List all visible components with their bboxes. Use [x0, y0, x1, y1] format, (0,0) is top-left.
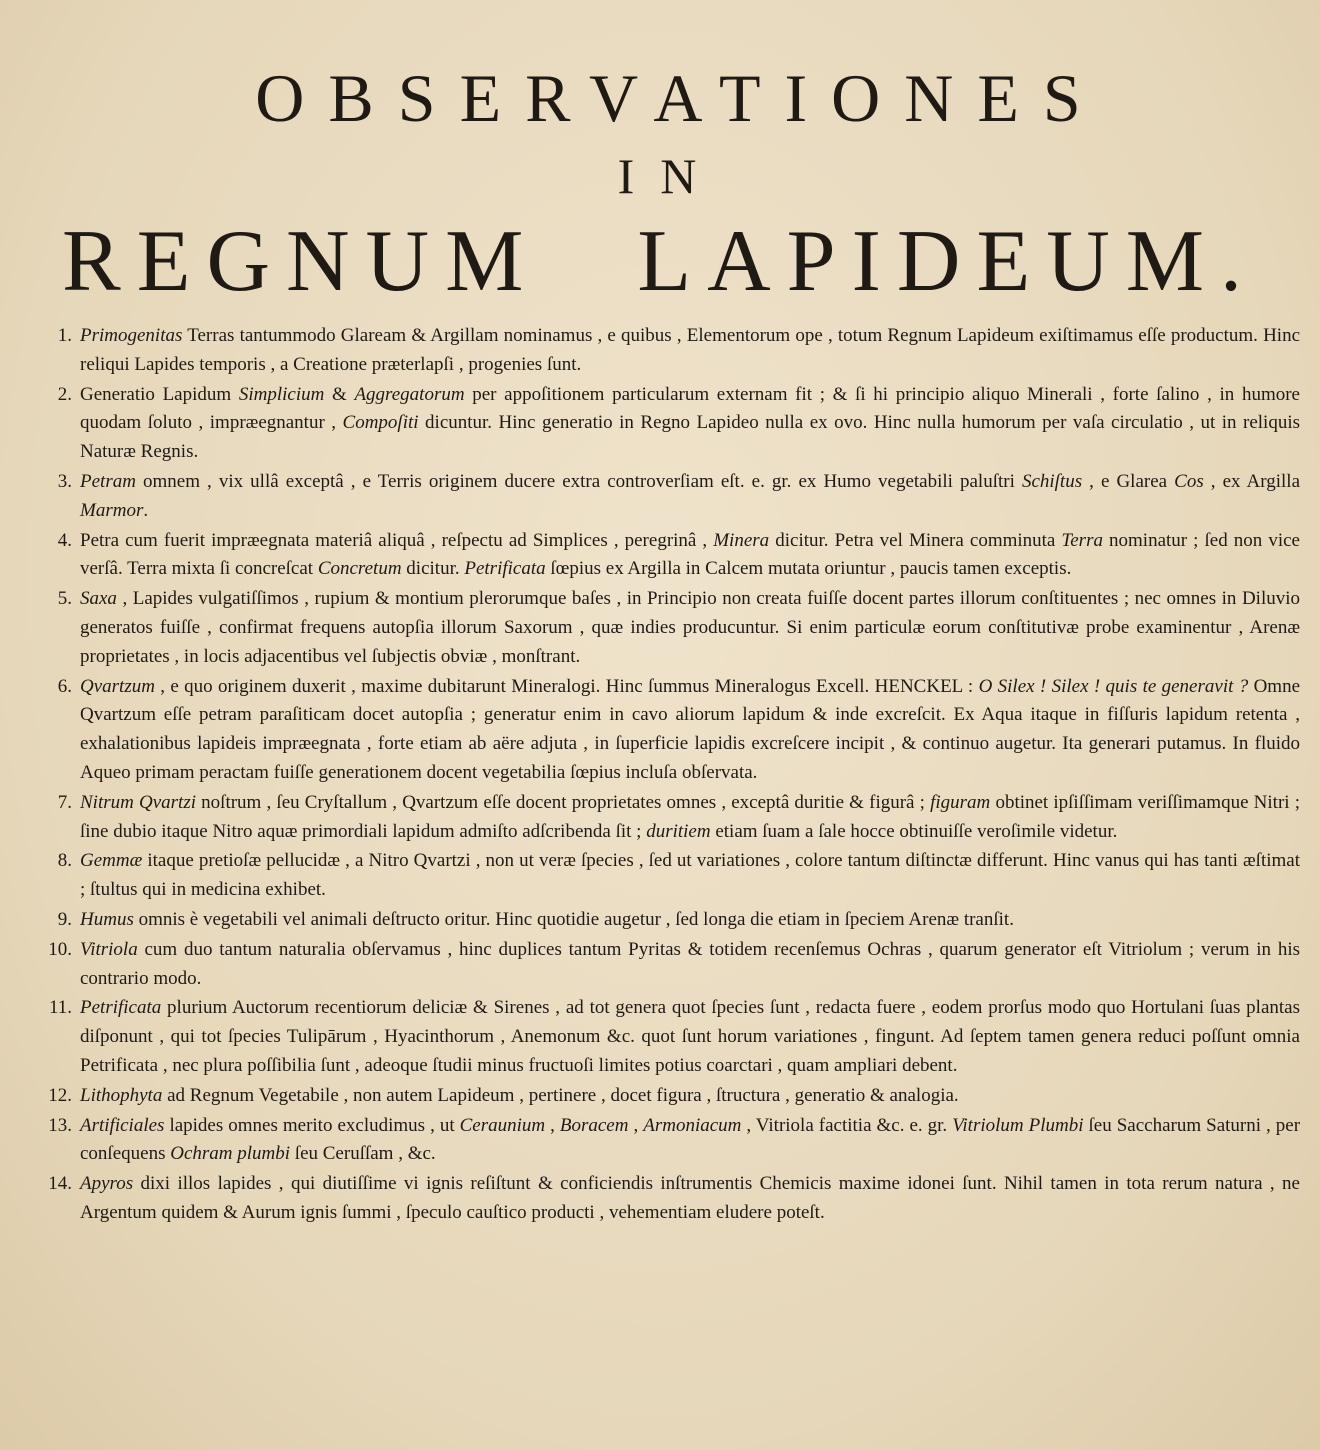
observation-list	[38, 322, 1300, 1229]
observation-text: Humus omnis è vegetabili vel animali deſtructo oritur. Hinc quotidie augetur , ſed longa die etiam in ſpeciem Arenæ tranſit.	[80, 908, 1014, 930]
observation-text: Qvartzum , e quo originem duxerit , maxime dubitarunt Mineralogi. Hinc ſummus Mineralogus Excell. HENCKEL : O Silex ! Silex ! quis te generavit ? Omne Qvartzum eſſe petram paraſiticam docet autopſia ; generatur enim in cavo aliorum lapidum & inde excreſcit. Ex Aqua itaque in fiſſuris lapidum retenta , exhalationibus lapideis impræegnata , forte etiam ab aëre adjuta , in ſuperficie lapidis excreſcere incipit , & continuo augetur. Ita generari putamus. In fluido Aqueo primam peractam fuiſſe generationem docent vegetabilia ſœpius incluſa obſervata.	[80, 675, 1301, 783]
observation-item	[38, 789, 1300, 847]
observation-item	[38, 468, 1300, 526]
observation-number: 10.	[48, 938, 72, 960]
observation-item	[38, 1082, 1300, 1111]
observation-text: Artificiales lapides omnes merito excludimus , ut Ceraunium , Boracem , Armoniacum , Vitriola factitia &c. e. gr. Vitriolum Plumbi ſeu Saccharum Saturni , per conſequens Ochram plumbi ſeu Ceruſſam , &c.	[80, 1114, 1301, 1165]
observation-number: 3.	[57, 470, 72, 492]
observation-item	[38, 936, 1300, 994]
observation-item	[38, 847, 1300, 905]
observation-number: 12.	[48, 1084, 72, 1106]
observation-text: Gemmæ itaque pretioſæ pellucidæ , a Nitro Qvartzi , non ut veræ ſpecies , ſed ut variationes , colore tantum diſtinctæ differunt. Hinc vanus qui has tanti æſtimat ; ſtultus qui in medicina exhibet.	[80, 850, 1300, 901]
title-observationes: OBSERVATIONES	[255, 60, 1105, 136]
title-in: IN	[617, 148, 723, 204]
observation-text: Vitriola cum duo tantum naturalia obſervamus , hinc duplices tantum Pyritas & totidem recenſemus Ochras , quarum generator eſt Vitriolum ; verum in his contrario modo.	[80, 938, 1300, 989]
observation-number: 8.	[57, 850, 72, 872]
observation-number: 9.	[57, 908, 72, 930]
observation-number: 1.	[57, 325, 72, 346]
observation-item	[38, 1112, 1300, 1170]
observation-number: 7.	[57, 791, 72, 813]
observation-item	[38, 673, 1300, 788]
observation-item	[38, 1170, 1300, 1228]
observation-text: Saxa , Lapides vulgatiſſimos , rupium & montium plerorumque baſes , in Principio non creata fuiſſe docent partes illorum conſtituentes ; nec omnes in Diluvio generatos fuiſſe , confirmat frequens autopſia illorum Saxorum , quæ indies producuntur. Si enim particulæ eorum conſtitutivæ probe examinentur , Arenæ proprietates , in locis adjacentibus vel ſubjectis obviæ , monſtrant.	[80, 588, 1300, 667]
observation-text: Lithophyta ad Regnum Vegetabile , non autem Lapideum , pertinere , docet figura , ſtructura , generatio & analogia.	[80, 1084, 959, 1106]
observation-number: 2.	[57, 383, 72, 405]
observation-text: Apyros dixi illos lapides , qui diutiſſime vi ignis reſiſtunt & conficiendis inſtrumentis Chemicis maxime idonei ſunt. Nihil tamen in tota rerum natura , ne Argentum quidem & Aurum ignis ſummi , ſpeculo cauſtico producti , vehementiam eludere poteſt.	[80, 1173, 1300, 1223]
observation-text: Primogenitas Terras tantummodo Glaream & Argillam nominamus , e quibus , Elementorum ope , totum Regnum Lapideum exiſtimamus eſſe productum. Hinc reliqui Lapides temporis , a Creatione præterlapſi , progenies ſunt.	[80, 325, 1300, 375]
observation-number: 6.	[57, 675, 72, 697]
observation-text: Generatio Lapidum Simplicium & Aggregatorum per appoſitionem particularum externam fit ; & ſi hi principio aliquo Minerali , forte ſalino , in humore quodam ſoluto , impræegnantur , Compoſiti dicuntur. Hinc generatio in Regno Lapideo nulla ex ovo. Hinc nulla humorum per vaſa circulatio , ut in reliquis Naturæ Regnis.	[80, 383, 1301, 463]
observation-text: Nitrum Qvartzi noſtrum , ſeu Cryſtallum , Qvartzum eſſe docent proprietates omnes , exceptâ duritie & figurâ ; figuram obtinet ipſiſſimam veriſſimamque Nitri ; ſine dubio itaque Nitro aquæ primordiali lapidum admiſto adſcribenda ſit ; duritiem etiam ſuam a ſale hocce obtinuiſſe veroſimile videtur.	[80, 791, 1300, 842]
observation-item	[38, 906, 1300, 935]
observation-number: 11.	[48, 997, 72, 1019]
observation-text: Petra cum fuerit impræegnata materiâ aliquâ , reſpectu ad Simplices , peregrinâ , Minera dicitur. Petra vel Minera comminuta Terra nominatur ; ſed non vice verſâ. Terra mixta ſi concreſcat Concretum dicitur. Petrificata ſœpius ex Argilla in Calcem mutata oriuntur , paucis tamen exceptis.	[80, 529, 1300, 580]
observation-number: 4.	[57, 529, 72, 551]
observation-item	[38, 527, 1300, 585]
observation-number: 5.	[57, 588, 72, 610]
observation-item	[38, 381, 1300, 467]
observation-item	[38, 585, 1300, 671]
observation-number: 14.	[48, 1173, 72, 1195]
observation-item	[38, 994, 1300, 1080]
observation-number: 13.	[48, 1114, 72, 1136]
observation-text: Petrificata plurium Auctorum recentiorum deliciæ & Sirenes , ad tot genera quot ſpecies ſunt , redacta fuere , eodem prorſus modo quo Hortulani ſuas plantas diſponunt , qui tot ſpecies Tulipārum , Hyacinthorum , Anemonum &c. quot ſunt horum variationes , fingunt. Ad ſeptem tamen genera reduci poſſunt omnia Petrificata , nec plura poſſibilia ſunt , adeoque ſtudii minus fructuoſi limites potius coarctari , quam ampliari debent.	[80, 997, 1300, 1076]
observation-text: Petram omnem , vix ullâ exceptâ , e Terris originem ducere extra controverſiam eſt. e. gr. ex Humo vegetabili paluſtri Schiſtus , e Glarea Cos , ex Argilla Marmor.	[80, 470, 1301, 521]
observation-item	[38, 322, 1300, 380]
title-regnum-lapideum: REGNUM LAPIDEUM.	[62, 213, 1258, 310]
